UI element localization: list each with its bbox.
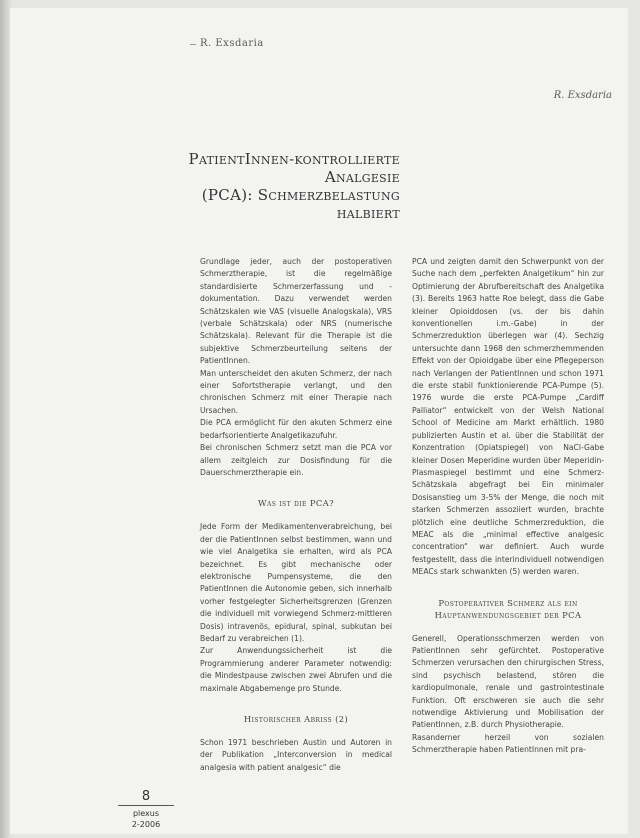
running-header-left: R. Exsdaria [200,38,264,49]
journal-name: plexus [132,809,160,818]
paragraph: Rasanderner herzeil von sozialen Schmerztherapie haben PatientInnen mit pra- [412,732,604,755]
paragraph: Grundlage jeder, auch der postoperativen Schmerztherapie, ist die regelmäßige standardisierte Schmerzerfassung und -dokumentation. Dazu verwendet werden Schätzskalen wie VAS (visuelle Analogskala), VRS (verbale Schätzskala) oder NRS (numerische Schätzskala). Relevant für die Therapie ist die subjektive Schmerzbeurteilung seitens der PatientInnen. [200,257,392,366]
paragraph: Jede Form der Medikamentenverabreichung, bei der die PatientInnen selbst bestimmen, wann und wie viel Analgetika sie erhalten, wird als PCA bezeichnet. Es gibt mechanische oder elektronische Pumpensysteme, die den PatientInnen die Autonomie geben, sich innerhalb vorher festgelegter Sicherheitsgrenzen (Grenzen die individuell mit vorwiegend Schmerz-mittleren Dosis) intravenös, epidural, spinal, subkutan bei Bedarf zu verabreichen (1). [200,522,392,643]
paragraph: Generell, Operationsschmerzen werden von PatientInnen sehr gefürchtet. Postoperative Schmerzen verursachen den chirurgischen Stress, sind psychisch belastend, stören die kardiopulmonale, renale und gastrointestinale Funktion. Oft erschweren sie auch die sehr notwendige Aktivierung und Mobilisation der PatientInnen, z.B. durch Physiotherapie. [412,633,604,730]
paragraph: PCA und zeigten damit den Schwerpunkt von der Suche nach dem „perfekten Analgetikum“ hin zur Optimierung der Abrufbereitschaft des Analgetika (3). Bereits 1963 hatte Roe belegt, dass die Gabe kleiner Opioiddosen (vs. der bis dahin konventionellen i.m.-Gabe) in der Schmerzreduktion überlegen war (4). Sechzig untersuchte dann 1968 den schmerzhemmenden Effekt von der Opioidgabe über eine Pflegeperson nach Verlangen der PatientInnen und schon 1971 die erste stabil funktionierende PCA-Pumpe (5). 1976 wurde die erste PCA-Pumpe „Cardiff Palliator“ entwickelt von der Welsh National School of Medicine am Markt erhältlich. 1980 publizierten Austin et al. über die Stabilität der Konzentration (Opiatspiegel) von NaCl-Gabe kleiner Dosen Meperidine wurden über Meperidin-Plasmaspiegel bestimmt und eine Schmerz-Schätzskala abgefragt bei Ein minimaler Dosisanstieg um 3-5% der Menge, die noch mit starken Schmerzen assoziiert wurden, brachte plötzlich eine deutliche Schmerzreduktion, die MEAC als die „minimal effective analgesic concentration“ war definiert. Auch wurde festgestellt, dass die interindividuell notwendigen MEACs stark schwankten (5) werden waren. [412,257,604,577]
body-column-left [200,256,392,774]
body-column-right [412,256,604,757]
article-title [150,150,400,222]
journal-footer [118,790,174,830]
paragraph: Die PCA ermöglicht für den akuten Schmerz eine bedarfsorientierte Analgetikazufuhr. [200,418,392,440]
paragraph: Man unterscheidet den akuten Schmerz, der nach einer Sofortstherapie verlangt, und den chronischen Schmerz mit einer Therapie nach Ursachen. [200,368,392,415]
page-number: 8 [118,790,174,806]
paragraph: Schon 1971 beschrieben Austin und Autoren in der Publikation „Interconversion in medical analgesia with patient analgesic“ die [200,738,392,772]
article-title-line-1: PatientInnen-kontrollierte Analgesie [188,150,400,186]
section-heading: Historischer Abriss (2) [243,714,349,724]
section-heading: Postoperativer Schmerz als ein Hauptanwendungsgebiet der PCA [434,597,582,620]
paragraph: Bei chronischen Schmerz setzt man die PCA vor allem zeitgleich zur Dosisfindung für die Dauerschmerztherapie ein. [200,443,392,477]
journal-issue: 2-2006 [131,820,161,829]
section-heading: Was ist die PCA? [257,498,335,509]
article-title-line-2: (PCA): Schmerzbelastung halbiert [201,186,400,222]
running-header-right: R. Exsdaria [553,90,612,101]
paragraph: Zur Anwendungssicherheit ist die Programmierung anderer Parameter notwendig: die Mindestpause zwischen zwei Abrufen und die maximale Abgabemenge pro Stunde. [200,646,392,693]
